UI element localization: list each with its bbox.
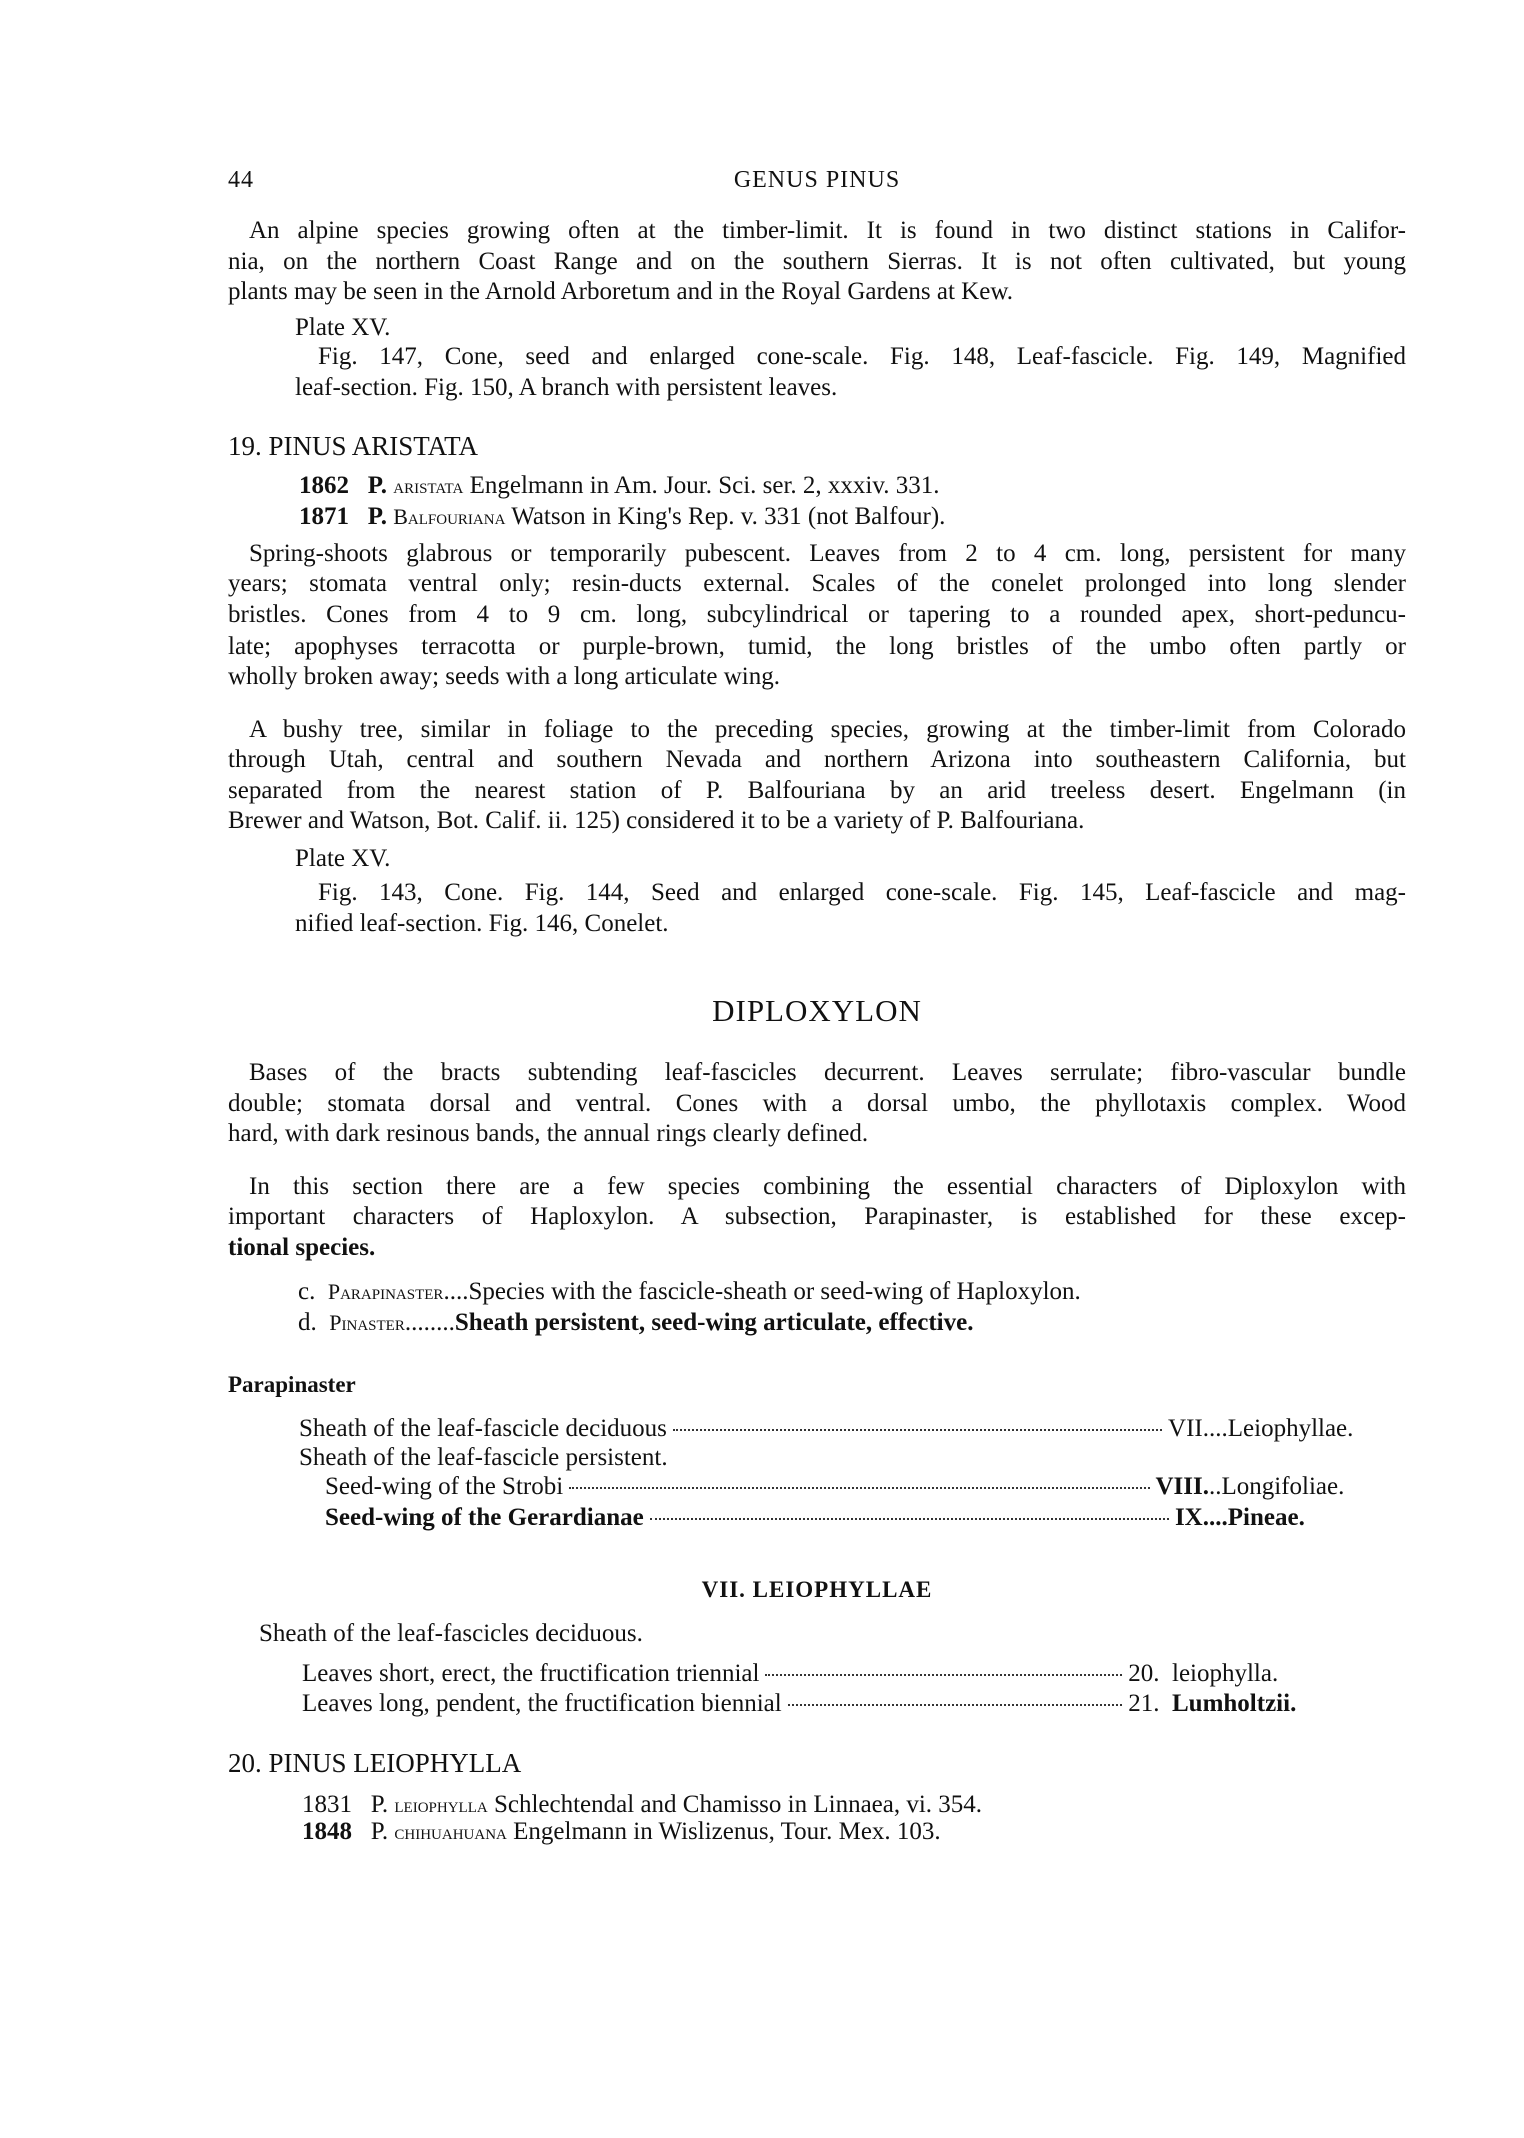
key-group: VII. [1168, 1415, 1209, 1442]
key-row: Sheath of the leaf-fascicle persistent. [299, 1444, 668, 1471]
text-line: Brewer and Watson, Bot. Calif. ii. 125) considered it to be a variety of P. Balfouriana. [228, 807, 1085, 834]
subsection-text: Sheath persistent, seed-wing articulate, effective. [454, 1309, 974, 1336]
key-row [325, 1472, 1359, 1502]
text-line: Spring-shoots glabrous or temporarily pubescent. Leaves from 2 to 4 cm. long, persistent for many [249, 540, 1406, 567]
text-line: separated from the nearest station of P. Balfouriana by an arid treeless desert. Engelmann (in [228, 777, 1406, 804]
synonym-year: 1831 [302, 1791, 352, 1818]
group-intro: Sheath of the leaf-fascicles deciduous. [259, 1620, 643, 1647]
leader-dots [673, 1429, 1162, 1431]
subsection-entry [298, 1308, 973, 1338]
key-row [302, 1689, 1322, 1719]
synonym-name: chihuahuana [394, 1819, 507, 1844]
synonym-name: leiophylla [394, 1792, 488, 1817]
synonym-genus: P. [370, 1791, 389, 1818]
synonym-year: 1871 [299, 503, 349, 530]
group-heading: VII. LEIOPHYLLAE [701, 1577, 933, 1602]
key-number: 20. [1128, 1660, 1160, 1687]
synonym-name: Balfouriana [393, 504, 506, 529]
key-name: leiophylla. [1172, 1660, 1279, 1687]
text-line: years; stomata ventral only; resin-ducts external. Scales of the conelet prolonged into long slender [228, 570, 1406, 597]
synonym-entry [299, 502, 945, 532]
species-heading: 19. PINUS ARISTATA [228, 431, 478, 461]
synonym-entry [302, 1790, 982, 1820]
text-line: An alpine species growing often at the timber-limit. It is found in two distinct stations in Califor- [249, 217, 1406, 244]
text-line: bristles. Cones from 4 to 9 cm. long, subcylindrical or tapering to a rounded apex, short-peduncu- [228, 601, 1406, 628]
synonym-genus: P. [367, 503, 387, 530]
leader-dots [650, 1518, 1169, 1520]
key-row [299, 1414, 1359, 1444]
leader-dots [569, 1487, 1149, 1489]
text-line: plants may be seen in the Arnold Arboretum and in the Royal Gardens at Kew. [228, 278, 1013, 305]
subsection-leader: .... [443, 1278, 469, 1305]
text-line: A bushy tree, similar in foliage to the preceding species, growing at the timber-limit from Colorado [249, 716, 1406, 743]
synonym-year: 1848 [302, 1818, 352, 1845]
key-name: Lumholtzii. [1172, 1690, 1297, 1717]
synonym-year: 1862 [299, 472, 349, 499]
text-line: double; stomata dorsal and ventral. Cones with a dorsal umbo, the phyllotaxis complex. Wood [228, 1090, 1406, 1117]
synonym-entry [302, 1817, 941, 1847]
subsection-name: Parapinaster [327, 1279, 444, 1304]
text-line: late; apophyses terracotta or purple-brown, tumid, the long bristles of the umbo often partly or [228, 633, 1406, 660]
text-line: important characters of Haploxylon. A subsection, Parapinaster, is established for these excep- [228, 1203, 1406, 1230]
species-heading: 20. PINUS LEIOPHYLLA [228, 1748, 522, 1778]
key-text: Seed-wing of the Strobi [325, 1473, 564, 1500]
key-text: Sheath of the leaf-fascicle deciduous [299, 1415, 667, 1442]
leader-dots [788, 1704, 1123, 1706]
key-row [325, 1503, 1359, 1533]
synonym-name: aristata [393, 473, 464, 498]
subsection-text: Species with the fascicle-sheath or seed-wing of Haploxylon. [468, 1278, 1081, 1305]
key-name: ...Leiophyllae. [1209, 1415, 1354, 1442]
figure-caption-line: nified leaf-section. Fig. 146, Conelet. [295, 910, 669, 937]
text-line: hard, with dark resinous bands, the annual rings clearly defined. [228, 1120, 869, 1147]
synonym-citation: Schlechtendal and Chamisso in Linnaea, vi. 354. [493, 1791, 983, 1818]
plate-label: Plate XV. [295, 845, 391, 872]
text-line: In this section there are a few species combining the essential characters of Diploxylon with [249, 1173, 1406, 1200]
synonym-entry [299, 471, 939, 501]
subsection-letter: c. [298, 1278, 316, 1305]
figure-caption-line: leaf-section. Fig. 150, A branch with persistent leaves. [295, 374, 838, 401]
synonym-citation: Engelmann in Wislizenus, Tour. Mex. 103. [513, 1818, 941, 1845]
subsection-name: Pinaster [329, 1310, 405, 1335]
text-line: Bases of the bracts subtending leaf-fascicles decurrent. Leaves serrulate; fibro-vascular bundle [249, 1059, 1406, 1086]
plate-label: Plate XV. [295, 314, 391, 341]
synonym-genus: P. [370, 1818, 389, 1845]
key-text: Seed-wing of the Gerardianae [325, 1504, 644, 1531]
key-heading: Parapinaster [228, 1372, 356, 1397]
key-group: VIII. [1155, 1473, 1209, 1500]
subsection-leader: ........ [404, 1309, 455, 1336]
key-text: Leaves short, erect, the fructification triennial [302, 1660, 760, 1687]
subsection-entry [298, 1277, 1081, 1307]
page-number: 44 [228, 167, 254, 193]
leader-dots [765, 1674, 1122, 1676]
section-title: DIPLOXYLON [712, 993, 922, 1028]
subsection-letter: d. [298, 1309, 317, 1336]
key-name: ..Longifoliae. [1209, 1473, 1345, 1500]
synonym-genus: P. [367, 472, 387, 499]
synonym-citation: Watson in King's Rep. v. 331 (not Balfour). [511, 503, 946, 530]
key-text: Leaves long, pendent, the fructification biennial [302, 1690, 782, 1717]
text-line: nia, on the northern Coast Range and on the southern Sierras. It is not often cultivated, but young [228, 248, 1406, 275]
text-line: tional species. [228, 1234, 376, 1261]
figure-caption-line: Fig. 143, Cone. Fig. 144, Seed and enlarged cone-scale. Fig. 145, Leaf-fascicle and mag- [318, 879, 1406, 906]
text-line: through Utah, central and southern Nevada and northern Arizona into southeastern California, but [228, 746, 1406, 773]
text-line: wholly broken away; seeds with a long articulate wing. [228, 663, 780, 690]
key-row [302, 1659, 1322, 1689]
key-group: IX. [1174, 1504, 1209, 1531]
synonym-citation: Engelmann in Am. Jour. Sci. ser. 2, xxxiv. 331. [469, 472, 940, 499]
key-number: 21. [1128, 1690, 1160, 1717]
figure-caption-line: Fig. 147, Cone, seed and enlarged cone-scale. Fig. 148, Leaf-fascicle. Fig. 149, Magnified [318, 343, 1406, 370]
key-name: ...Pineae. [1209, 1504, 1305, 1531]
running-title: GENUS PINUS [733, 167, 901, 193]
